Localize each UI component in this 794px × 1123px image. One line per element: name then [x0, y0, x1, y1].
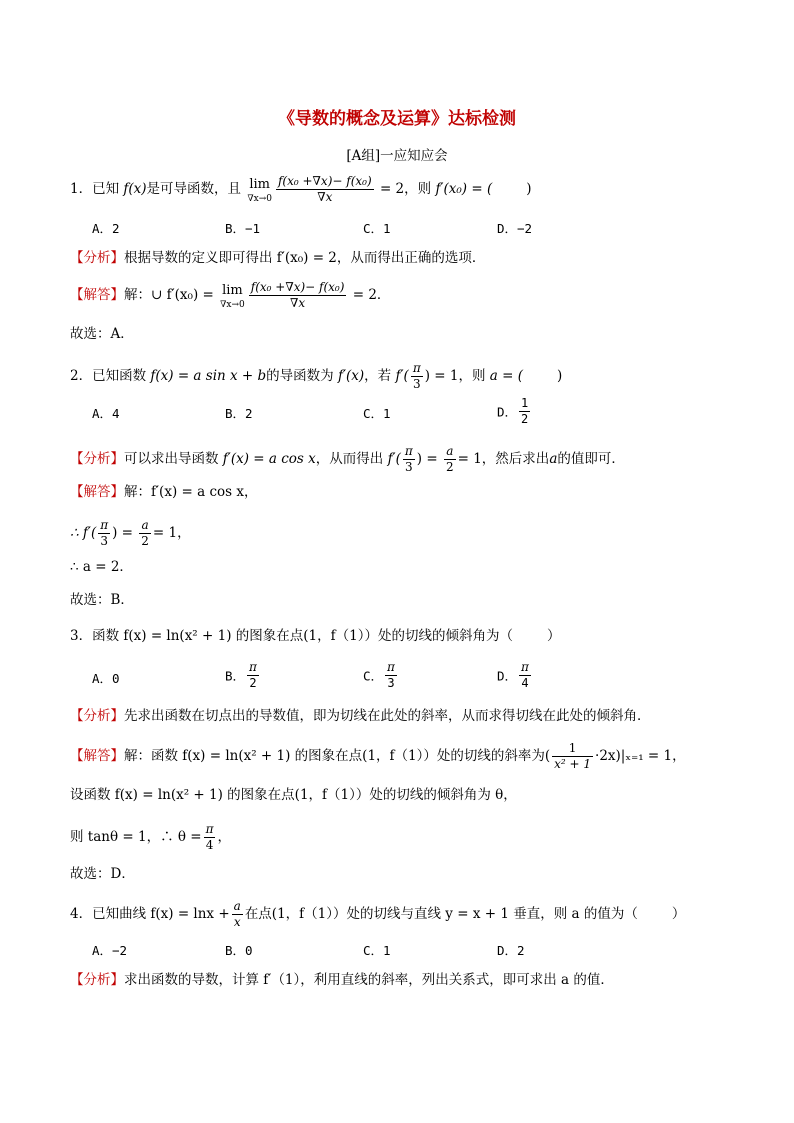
q1-answer: 故选：A． — [70, 326, 134, 342]
q3-answer: 故选：D． — [70, 866, 135, 882]
q2-option-b: B．2 — [225, 406, 253, 421]
q2-option-c: C．1 — [363, 406, 391, 421]
question-3-stem: 3．函数 f(x) = ln(x² + 1) 的图象在点(1，f（1））处的切线的倾斜角为（ ） — [70, 628, 561, 644]
limit-operator: lim ∇x→0 — [247, 177, 272, 204]
section-subtitle: [A组]一应知应会 — [346, 148, 448, 164]
difference-quotient: $\frac{\text{f(x₀ +∇x)− f(x₀)}}{\nabla x}$ — [277, 174, 372, 204]
q1-option-d: D．−2 — [497, 221, 533, 236]
q2-answer: 故选：B． — [70, 592, 134, 608]
q3-solution: 【解答】解：函数 f(x) = ln(x² + 1) 的图象在点(1，f（1））处的切线的斜率为( $\frac{1}{\text{x² + 1}}$ ·2x)|ₓ₌₁ = 1， — [70, 741, 686, 771]
q2-solution: 【解答】解：f′(x) = a cos x， — [70, 484, 258, 500]
q1-option-c: C．1 — [363, 221, 391, 236]
q2-option-a: A．4 — [92, 406, 120, 421]
q4-analysis: 【分析】求出函数的导数，计算 f′（1），利用直线的斜率，列出关系式，即可求出 a 的值． — [70, 972, 614, 988]
q2-solution-step: ∴ f′( $\frac{\pi}{3}$ ) = $\frac{a}{2}$ = 1， — [70, 518, 191, 548]
q4-option-b: B．0 — [225, 943, 253, 958]
q3-analysis: 【分析】先求出函数在切点出的导数值，即为切线在此处的斜率，从而求得切线在此处的倾斜角． — [70, 708, 651, 724]
q3-option-c: C． $\frac{\pi}{3}$ — [363, 660, 395, 690]
q1-analysis: 【分析】根据导数的定义即可得出 f′(x₀) = 2，从而得出正确的选项． — [70, 250, 486, 266]
q4-option-d: D．2 — [497, 943, 525, 958]
q3-option-d: D． $\frac{\pi}{4}$ — [497, 660, 529, 690]
q4-option-a: A．−2 — [92, 943, 128, 958]
q3-option-a: A．0 — [92, 671, 120, 686]
q1-solution: 【解答】解：∪ f′(x₀) = lim ∇x→0 $\frac{\text{f(x₀ +∇x)− f(x₀)}}{\nabla x}$ = 2． — [70, 280, 391, 310]
q3-option-b: B． $\frac{\pi}{2}$ — [225, 660, 257, 690]
q1-option-a: A．2 — [92, 221, 120, 236]
q3-solution-step: 设函数 f(x) = ln(x² + 1) 的图象在点(1，f（1））处的切线的倾斜角为 θ， — [70, 787, 517, 803]
q2-option-d: D． $\frac{1}{2}$ — [497, 396, 529, 426]
question-1-stem: 1．已知 f(x)是可导函数，且 lim ∇x→0 $\frac{\text{f(x₀ +∇x)− f(x₀)}}{\nabla x}$ = 2，则 f′(x₀) = ( ) — [70, 174, 532, 204]
document-title: 《导数的概念及运算》达标检测 — [278, 109, 516, 129]
q3-solution-result: 则 tanθ = 1，∴ θ = $\frac{\pi}{4}$ ， — [70, 822, 231, 852]
question-4-stem: 4．已知曲线 f(x) = lnx + $\frac{a}{x}$ 在点(1，f（1））处的切线与直线 y = x + 1 垂直，则 a 的值为（ ） — [70, 899, 686, 929]
q1-option-b: B．−1 — [225, 221, 261, 236]
q4-option-c: C．1 — [363, 943, 391, 958]
q2-analysis: 【分析】可以求出导函数 f′(x) = a cos x，从而得出 f′( $\frac{\pi}{3}$ ) = $\frac{a}{2}$ = 1，然后求出a的值即可． — [70, 444, 625, 474]
question-2-stem: 2．已知函数 f(x) = a sin x + b的导函数为 f′(x)，若 f′( $\frac{\pi}{3}$ ) = 1，则 a = ( ) — [70, 361, 563, 391]
q2-solution-result: ∴ a = 2． — [70, 559, 133, 575]
